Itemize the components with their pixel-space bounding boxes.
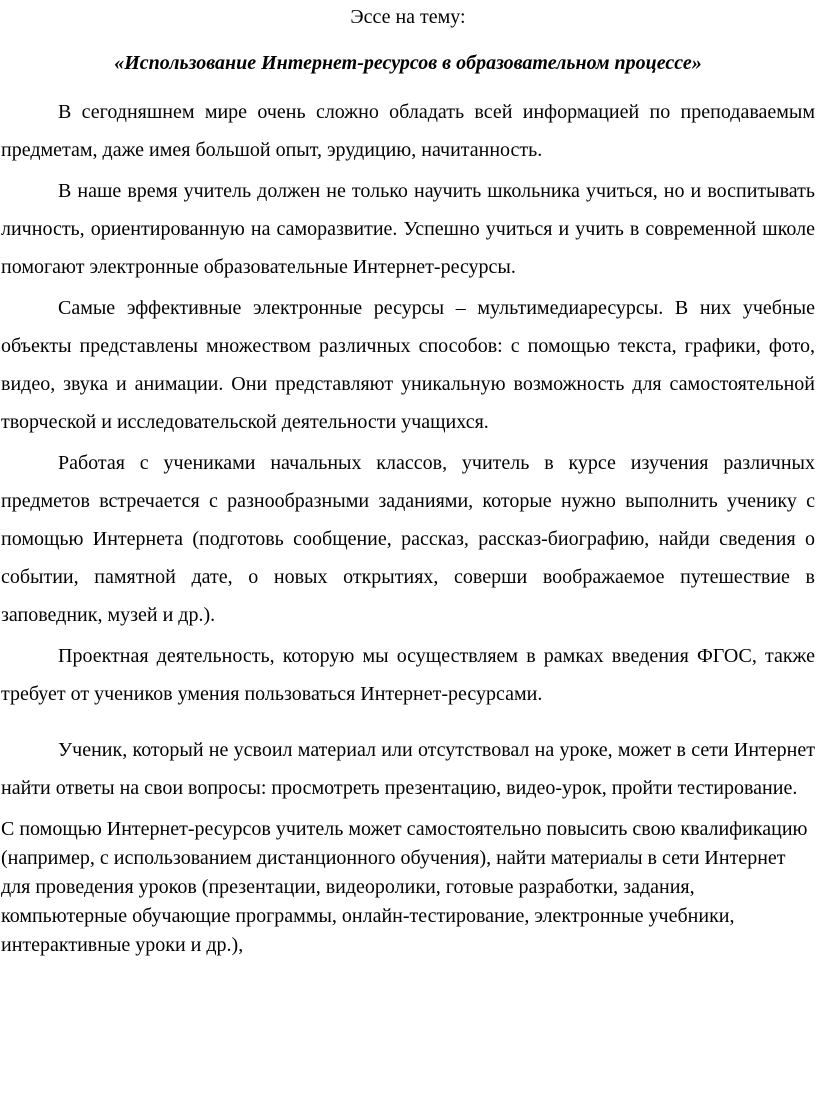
paragraph-3: Самые эффективные электронные ресурсы – мультимедиаресурсы. В них учебные объекты представлены множеством различных способов: с помощью текста, графики, фото, видео, звука и анимации. Они представляют уникальную возможность для самостоятельной творческой и исследовательской деятельности учащихся. xyxy=(1,297,815,433)
essay-heading: Эссе на тему: xyxy=(350,6,466,28)
paragraph-6: Ученик, который не усвоил материал или отсутствовал на уроке, может в сети Интернет найти ответы на свои вопросы: просмотреть презентацию, видео-урок, пройти тестирование. xyxy=(1,739,815,799)
paragraph-1: В сегодняшнем мире очень сложно обладать всей информацией по преподаваемым предметам, даже имея большой опыт, эрудицию, начитанность. xyxy=(1,101,815,161)
paragraph-5: Проектная деятельность, которую мы осуществляем в рамках введения ФГОС, также требует от учеников умения пользоваться Интернет-ресурсами. xyxy=(1,645,815,705)
paragraph-7: С помощью Интернет-ресурсов учитель может самостоятельно повысить свою квалификацию (например, с использованием дистанционного обучения), найти материалы в сети Интернет для проведения уроков (презентации, видеоролики, готовые разработки, задания, компьютерные обучающие программы, онлайн-тестирование, электронные учебники, интерактивные уроки и др.), xyxy=(1,818,808,956)
essay-body xyxy=(0,93,816,960)
paragraph-4: Работая с учениками начальных классов, учитель в курсе изучения различных предметов встречается с разнообразными заданиями, которые нужно выполнить ученику с помощью Интернета (подготовь сообщение, рассказ, рассказ-биографию, найди сведения о событии, памятной дате, о новых открытиях, соверши воображаемое путешествие в заповедник, музей и др.). xyxy=(1,452,815,626)
paragraph-2: В наше время учитель должен не только научить школьника учиться, но и воспитывать личность, ориентированную на саморазвитие. Успешно учиться и учить в современной школе помогают электронные образовательные Интернет-ресурсы. xyxy=(1,180,815,278)
essay-title: «Использование Интернет-ресурсов в образовательном процессе» xyxy=(114,52,702,74)
